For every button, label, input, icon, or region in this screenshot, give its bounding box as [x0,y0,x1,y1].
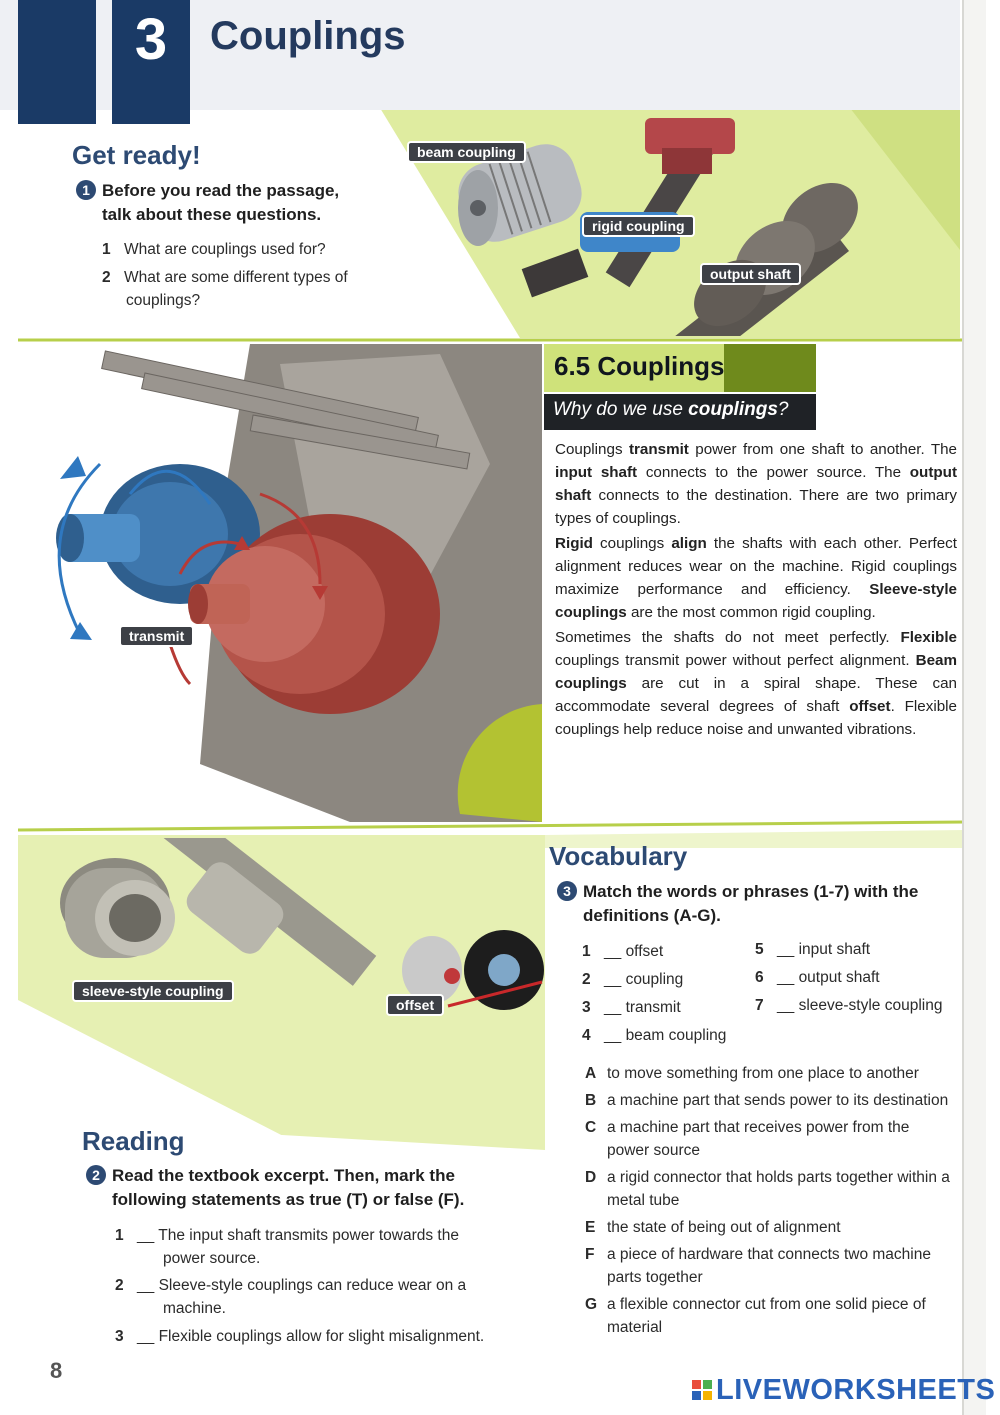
vocab-item: 6 __ output shaft [755,969,880,986]
get-ready-heading: Get ready! [72,140,201,170]
rigid-coupling-label: rigid coupling [582,215,695,237]
chapter-number: 3 [134,7,168,72]
vocab-item: 2 __ coupling [582,971,684,988]
vocab-item: 4 __ beam coupling [582,1027,727,1044]
definition-item: G a flexible connector cut from one solid piece of material [585,1296,926,1336]
vocabulary-word-list-right [755,936,965,1020]
output-shaft-image [659,169,870,336]
chapter-title: Couplings [210,14,406,58]
sleeve-coupling-shaft-image [164,838,377,986]
vocab-item: 3 __ transmit [582,999,681,1016]
definition-item: B a machine part that sends power to its destination [585,1092,949,1109]
page-number: 8 [50,1358,63,1383]
vocab-item: 1 __ offset [582,943,664,960]
reading-passage [555,438,957,743]
definition-item: E the state of being out of alignment [585,1219,841,1236]
passage-paragraph: Rigid couplings align the shafts with each other. Perfect alignment reduces wear on the machine. Rigid couplings maximize performance and efficiency. Sleeve-style couplings are the most common rigid coupling. [555,535,957,621]
step-number-badge: 2 [86,1165,106,1185]
separator-line-2 [18,822,965,830]
definition-item: F a piece of hardware that connects two machine parts together [585,1246,931,1286]
vocabulary-word-list-left [582,938,757,1050]
reading-box-title: 6.5 Couplings [554,351,725,381]
sleeve-coupling-image [60,858,175,958]
output-shaft-label: output shaft [700,263,801,285]
vocab-item: 7 __ sleeve-style coupling [755,997,943,1014]
true-false-statement: 1 __ The input shaft transmits power towards the power source. [115,1227,459,1267]
vocabulary-instruction: 3 Match the words or phrases (1-7) with the definitions (A-G). [557,880,957,928]
beam-coupling-label: beam coupling [407,141,526,163]
reading-instruction: 2 Read the textbook excerpt. Then, mark the following statements as true (T) or false (F). [86,1164,506,1212]
header-stripe [18,0,96,124]
definition-item: C a machine part that receives power from the power source [585,1119,910,1159]
definition-item: D a rigid connector that holds parts together within a metal tube [585,1169,950,1209]
definitions-list [585,1062,970,1339]
discussion-question: 2 What are some different types of couplings? [102,269,348,309]
transmit-label: transmit [119,625,194,647]
passage-paragraph: Sometimes the shafts do not meet perfectly. Flexible couplings transmit power without perfect alignment. Beam couplings are cut in a spiral shape. These can accommodate several degrees of shaft offset. Flexible couplings help reduce noise and unwanted vibrations. [555,629,957,738]
step-number-badge: 3 [557,881,577,901]
reading-heading: Reading [82,1126,185,1156]
reading-box-subtitle: Why do we use couplings? [553,399,789,420]
liveworksheets-brand[interactable]: LIVEWORKSHEETS [716,1374,996,1406]
offset-label: offset [386,994,444,1016]
sleeve-style-coupling-label: sleeve-style coupling [72,980,234,1002]
true-false-statement: 3 __ Flexible couplings allow for slight misalignment. [115,1328,485,1345]
vocabulary-heading: Vocabulary [549,841,688,871]
liveworksheets-logo-icon [692,1380,712,1400]
definition-item: A to move something from one place to another [585,1065,919,1082]
gearbox-illustration [20,344,542,822]
passage-paragraph: Couplings transmit power from one shaft to another. The input shaft connects to the power source. The output shaft connects to the destination. There are two primary types of couplings. [555,441,958,527]
step-number-badge: 1 [76,180,96,200]
true-false-statement: 2 __ Sleeve-style couplings can reduce wear on a machine. [115,1277,467,1317]
vocab-item: 5 __ input shaft [755,941,871,958]
discussion-question: 1 What are couplings used for? [102,241,326,258]
get-ready-instruction: 1 Before you read the passage, talk about these questions. [76,179,396,227]
